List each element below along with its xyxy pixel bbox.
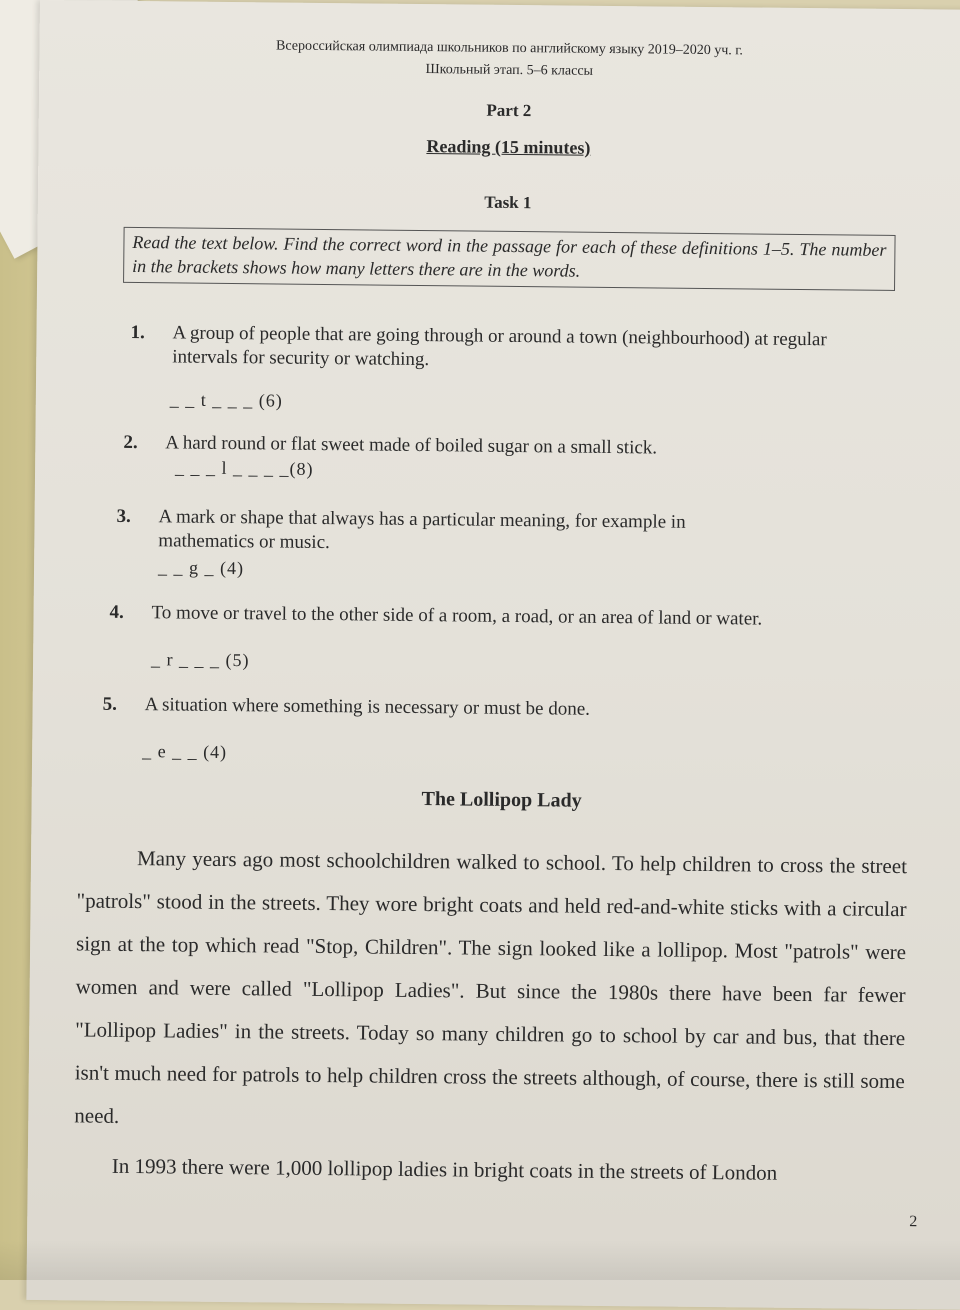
- question-1: [130, 321, 890, 379]
- document-page: [26, 0, 960, 1310]
- answer-blank-5: _ e _ _ (4): [142, 741, 228, 763]
- question-number: 5.: [102, 693, 117, 715]
- question-3: [116, 505, 876, 563]
- story-paragraph-2: In 1993 there were 1,000 lollipop ladies in bright coats in the streets of London: [111, 1153, 778, 1185]
- question-number: 3.: [116, 505, 131, 527]
- question-text: A mark or shape that always has a particular meaning, for example in mathematics or music.: [158, 506, 686, 554]
- question-text: A group of people that are going through or around a town (neighbourhood) at regular intervals for security or watching.: [172, 322, 827, 371]
- bottom-shadow: [0, 1240, 960, 1280]
- page-number: 2: [909, 1213, 918, 1231]
- question-text: A hard round or flat sweet made of boiled sugar on a small stick.: [165, 432, 658, 459]
- answer-blank-4: _ r _ _ _ (5): [150, 649, 250, 671]
- header-olympiad-title: Всероссийская олимпиада школьников по английскому языку 2019–2020 уч. г.: [276, 38, 744, 59]
- question-number: 1.: [130, 321, 145, 344]
- answer-blank-1: _ _ t _ _ _ (6): [169, 389, 283, 411]
- header-stage: Школьный этап. 5–6 классы: [425, 62, 594, 79]
- story-paragraph-1: Many years ago most schoolchildren walked to school. To help children to cross the street "patrols" stood in the streets. They wore bright coats and held red-and-white sticks with a circular sign at the top which read "Stop, Children". The sign looked like a lollipop. Most "patrols" were women and were called "Lollipop Ladies". But since the 1980s there have been far fewer "Lollipop Ladies" in the streets. Today so many children go to school by car and bus, that there isn't much need for patrols to help children cross the streets although, of course, there is still some need.: [74, 846, 908, 1128]
- answer-blank-2: _ _ _ l _ _ _ _(8): [175, 457, 314, 479]
- question-number: 4.: [109, 601, 124, 623]
- question-number: 2.: [123, 431, 138, 454]
- reading-heading: Reading (15 minutes): [426, 136, 591, 158]
- part-heading: Part 2: [486, 100, 532, 121]
- question-4: [109, 601, 909, 635]
- instructions-box: Read the text below. Find the correct word in the passage for each of these definitions 1–5. The number in the brackets shows how many letters there are in the words.: [123, 227, 896, 291]
- question-text: A situation where something is necessary or must be done.: [144, 694, 591, 720]
- answer-blank-3: _ _ g _ (4): [157, 557, 245, 579]
- question-text: To move or travel to the other side of a room, a road, or an area of land or water.: [151, 602, 763, 630]
- task-heading: Task 1: [484, 192, 532, 213]
- question-5: [102, 693, 902, 727]
- story-title: The Lollipop Lady: [421, 788, 582, 812]
